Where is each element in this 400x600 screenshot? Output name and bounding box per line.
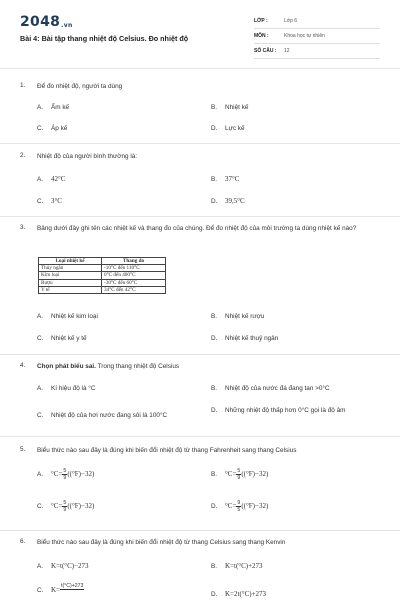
table-row — [39, 286, 166, 293]
option-letter: C. — [37, 412, 44, 419]
fraction — [60, 583, 84, 590]
formula-rhs: ((°F)−32) — [241, 470, 269, 479]
question-text: Nhiệt độ của người bình thường là: — [37, 153, 138, 160]
denominator: 9 — [237, 475, 241, 481]
meta-row-count — [254, 44, 380, 59]
option-letter: C. — [37, 125, 44, 132]
numerator: 5 — [237, 468, 241, 474]
question-text — [37, 362, 382, 372]
question-text: Biểu thức nào sau đây là đúng khi biến đổi nhiệt độ từ thang Celsius sang thang Kenvin — [37, 539, 286, 546]
formula-lhs: °C= — [225, 470, 237, 479]
option-4a[interactable] — [37, 385, 95, 392]
table-row — [39, 279, 166, 286]
option-text: Những nhiệt độ thấp hơn 0°C gọi là độ âm — [225, 407, 346, 414]
option-text: Ẩm kế — [51, 104, 70, 111]
page-title: Bài 4: Bài tập thang nhiệt độ Celsius. Đo nhiệt độ — [20, 34, 189, 43]
formula-rhs: ((°F)−32) — [241, 502, 269, 511]
option-1d[interactable] — [211, 125, 245, 132]
table-cell: Rượu — [39, 279, 102, 286]
thermometer-table — [38, 257, 166, 294]
formula-lhs: °C= — [225, 502, 237, 511]
option-text: Nhiệt kế y tế — [51, 335, 87, 342]
meta-info — [254, 14, 380, 59]
table-row — [39, 265, 166, 272]
option-letter: D. — [211, 198, 218, 205]
option-text: K=t(°C)+273 — [225, 562, 263, 570]
option-3c[interactable] — [37, 335, 87, 342]
divider — [0, 216, 400, 217]
formula-lhs: °C= — [51, 470, 63, 479]
option-letter: A. — [37, 471, 44, 479]
numerator: 5 — [63, 500, 67, 506]
formula-lhs: °C= — [51, 502, 63, 511]
option-6a[interactable] — [37, 562, 89, 570]
meta-key: MÔN : — [254, 33, 269, 39]
numerator: t(°C)+273 — [61, 582, 84, 589]
question-number: 4. — [20, 362, 26, 369]
option-letter: D. — [211, 503, 218, 511]
numerator: 5 — [63, 468, 67, 474]
table-header-row — [39, 258, 166, 265]
option-text: K=2t(°C)+273 — [225, 590, 267, 598]
table-row — [39, 272, 166, 279]
option-text: 3°C — [51, 197, 62, 205]
divider — [0, 143, 400, 144]
option-text: Nhiệt kế — [225, 104, 249, 111]
divider — [0, 530, 400, 531]
numerator: 9 — [237, 500, 241, 506]
option-text: Nhiệt độ của nước đá đang tan >0°C — [225, 385, 330, 392]
page-header — [0, 0, 400, 68]
question-number: 2. — [20, 152, 26, 159]
table-cell: Y tế — [39, 286, 102, 293]
option-letter: D. — [211, 125, 218, 132]
formula-rhs: ((°F)−32) — [67, 502, 95, 511]
option-text: K=t(°C)−273 — [51, 562, 89, 570]
meta-value: Lớp 6 — [284, 18, 298, 24]
option-text: 39,5°C — [225, 197, 245, 205]
option-letter: B. — [211, 104, 218, 111]
question-text: Để đo nhiệt độ, người ta dùng — [37, 83, 123, 90]
table-cell: Kim loại — [39, 272, 102, 279]
option-letter: B. — [211, 176, 218, 183]
divider — [0, 68, 400, 69]
option-letter: D. — [211, 335, 218, 342]
option-6b[interactable] — [211, 562, 263, 570]
logo-text: 2048 — [20, 14, 61, 30]
table-cell: -10°C đến 110°C — [102, 265, 166, 272]
option-letter: A. — [37, 385, 44, 392]
option-text: Nhiệt kế rượu — [225, 313, 265, 320]
question-number: 5. — [20, 446, 26, 453]
meta-key: SỐ CÂU : — [254, 48, 277, 54]
option-text: Lực kế — [225, 125, 245, 132]
option-1c[interactable] — [37, 125, 67, 132]
denominator: 9 — [63, 507, 67, 513]
table-cell: 34°C đến 42°C — [102, 286, 166, 293]
option-3b[interactable] — [211, 313, 264, 320]
option-letter: A. — [37, 176, 44, 183]
option-letter: C. — [37, 335, 44, 342]
meta-value: Khoa học tự nhiên — [284, 33, 325, 39]
option-5d[interactable] — [211, 500, 268, 513]
table-cell: -30°C đến 60°C — [102, 279, 166, 286]
option-letter: B. — [211, 385, 218, 392]
option-text: Áp kế — [51, 125, 68, 132]
table-header: Thang đo — [102, 258, 166, 265]
option-2a[interactable] — [37, 175, 65, 183]
option-letter: C. — [37, 198, 44, 205]
option-letter: A. — [37, 104, 44, 111]
option-6c[interactable] — [37, 582, 84, 594]
option-2d[interactable] — [211, 197, 245, 205]
option-text: Nhiệt kế kim loại — [51, 313, 98, 320]
option-text: Nhiệt độ của hơi nước đang sôi là 100°C — [51, 412, 168, 419]
divider — [0, 436, 400, 437]
meta-row-class — [254, 14, 380, 29]
question-text: Bảng dưới đây ghi tên các nhiệt kế và thang đo của chúng. Để đo nhiệt độ của môi trường ta dùng nhiệt kế nào? — [37, 225, 357, 232]
option-3d[interactable] — [211, 335, 278, 342]
option-4b[interactable] — [211, 385, 330, 392]
option-text: 42°C — [51, 175, 66, 183]
option-letter: B. — [211, 313, 218, 320]
option-letter: A. — [37, 563, 44, 570]
denominator: 9 — [63, 475, 67, 481]
option-4c[interactable] — [37, 412, 167, 419]
option-letter: C. — [37, 503, 44, 511]
option-2c[interactable] — [37, 197, 62, 205]
option-text: Nhiệt kế thuỷ ngân — [225, 335, 279, 342]
question-text-bold: Chọn phát biểu sai. — [37, 363, 96, 370]
option-letter: B. — [211, 471, 218, 479]
option-letter: C. — [37, 587, 44, 594]
denominator: 5 — [237, 507, 241, 513]
divider — [0, 354, 400, 355]
option-letter: D. — [211, 591, 218, 598]
option-4d[interactable] — [211, 406, 383, 415]
table-cell: Thủy ngân — [39, 265, 102, 272]
option-text: 37°C — [225, 175, 240, 183]
table-header: Loại nhiệt kế — [39, 258, 102, 265]
meta-key: LỚP : — [254, 18, 268, 24]
option-letter: D. — [211, 407, 218, 414]
meta-value: 12 — [284, 48, 290, 54]
table-cell: 0°C đến 400°C — [102, 272, 166, 279]
site-logo[interactable] — [20, 14, 73, 30]
option-letter: A. — [37, 313, 44, 320]
formula-lhs: K= — [51, 586, 61, 594]
question-number: 6. — [20, 538, 26, 545]
option-1b[interactable] — [211, 104, 248, 111]
option-1a[interactable] — [37, 104, 69, 111]
option-5a[interactable] — [37, 468, 94, 481]
option-letter: B. — [211, 563, 218, 570]
option-5c[interactable] — [37, 500, 94, 513]
logo-suffix: .vn — [61, 22, 73, 29]
option-5b[interactable] — [211, 468, 268, 481]
option-text: Kí hiệu độ là °C — [51, 385, 96, 392]
meta-row-subject — [254, 29, 380, 44]
question-text: Biểu thức nào sau đây là đúng khi biến đổi nhiệt độ từ thang Fahrenheit sang thang Celsius — [37, 447, 297, 454]
option-2b[interactable] — [211, 175, 239, 183]
option-6d[interactable] — [211, 590, 266, 598]
question-number: 3. — [20, 224, 26, 231]
formula-rhs: ((°F)−32) — [67, 470, 95, 479]
question-text-rest: Trong thang nhiệt độ Celsius — [95, 363, 180, 370]
option-3a[interactable] — [37, 313, 98, 320]
question-number: 1. — [20, 82, 26, 89]
